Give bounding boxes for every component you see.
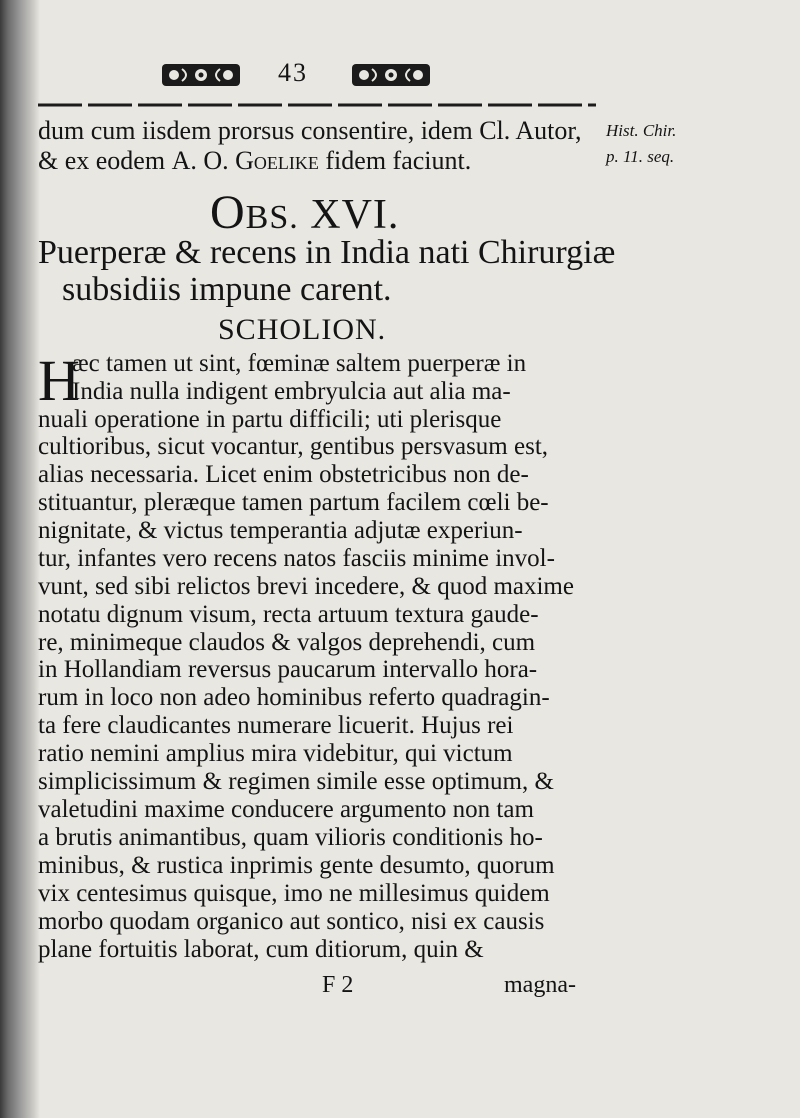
catchword: magna- <box>504 972 576 998</box>
body-line: a brutis animantibus, quam vilioris conditionis ho- <box>38 824 543 851</box>
body-line: morbo quodam organico aut sontico, nisi ex causis <box>38 908 545 935</box>
body-line: minibus, & rustica inprimis gente desumto, quorum <box>38 852 555 879</box>
body-line: vix centesimus quisque, imo ne millesimus quidem <box>38 880 550 907</box>
drop-cap: H <box>38 348 80 413</box>
obs-rest: BS. <box>245 199 299 236</box>
body-line: in Hollandiam reversus paucarum intervallo hora- <box>38 656 538 683</box>
margin-note-reference: Hist. Chir. <box>606 121 677 140</box>
body-line: plane fortuitis laborat, cum ditiorum, quin & <box>38 936 484 963</box>
right-ornament-icon <box>350 60 432 90</box>
scholion-heading: SCHOLION. <box>218 313 387 346</box>
body-line: ratio nemini amplius mira videbitur, qui victum <box>38 740 513 767</box>
body-line: æc tamen ut sint, fœminæ saltem puerperæ in <box>72 350 527 377</box>
margin-note-page: p. 11. seq. <box>606 147 675 166</box>
body-line: tur, infantes vero recens natos fasciis minime invol- <box>38 545 555 572</box>
body-line: simplicissimum & regimen simile esse optimum, & <box>38 768 554 795</box>
body-line: alias necessaria. Licet enim obstetricibus non de- <box>38 461 529 488</box>
observation-heading <box>210 185 399 240</box>
obs-numeral: XVI. <box>298 192 400 238</box>
body-line: nuali operatione in partu difficili; uti plerisque <box>38 406 502 433</box>
text-segment: fidem faciunt. <box>318 146 472 175</box>
body-line: cultioribus, sicut vocantur, gentibus persvasum est, <box>38 433 549 460</box>
obs-initial: O <box>210 186 246 239</box>
body-line: valetudini maxime conducere argumento non tam <box>38 796 534 823</box>
header-rule <box>38 100 596 110</box>
body-line: stituantur, pleræque tamen partum facilem cœli be- <box>38 489 549 516</box>
text-segment: & ex eodem <box>38 146 172 175</box>
body-line: ta fere claudicantes numerare licuerit. Hujus rei <box>38 712 514 739</box>
page-header <box>160 56 430 96</box>
body-line: India nulla indigent embryulcia aut alia ma- <box>72 378 511 405</box>
continued-text-line-2 <box>38 146 471 176</box>
left-ornament-icon <box>160 60 242 90</box>
body-line: re, minimeque claudos & valgos deprehendi, cum <box>38 629 536 656</box>
body-line: vunt, sed sibi relictos brevi incedere, & quod maxime <box>38 573 574 600</box>
body-line: notatu dignum visum, recta artuum textura gaude- <box>38 601 539 628</box>
continued-text-line-1: dum cum iisdem prorsus consentire, idem Cl. Autor, <box>38 116 582 145</box>
author-name: A. O. Goelike <box>171 146 319 175</box>
observation-title-line-2: subsidiis impune carent. <box>62 271 392 308</box>
page-number: 43 <box>278 58 308 87</box>
signature-mark: F 2 <box>322 972 354 998</box>
body-line: rum in loco non adeo hominibus referto quadragin- <box>38 684 550 711</box>
body-line: nignitate, & victus temperantia adjutæ experiun- <box>38 517 523 544</box>
observation-title-line-1: Puerperæ & recens in India nati Chirurgiæ <box>38 234 616 271</box>
